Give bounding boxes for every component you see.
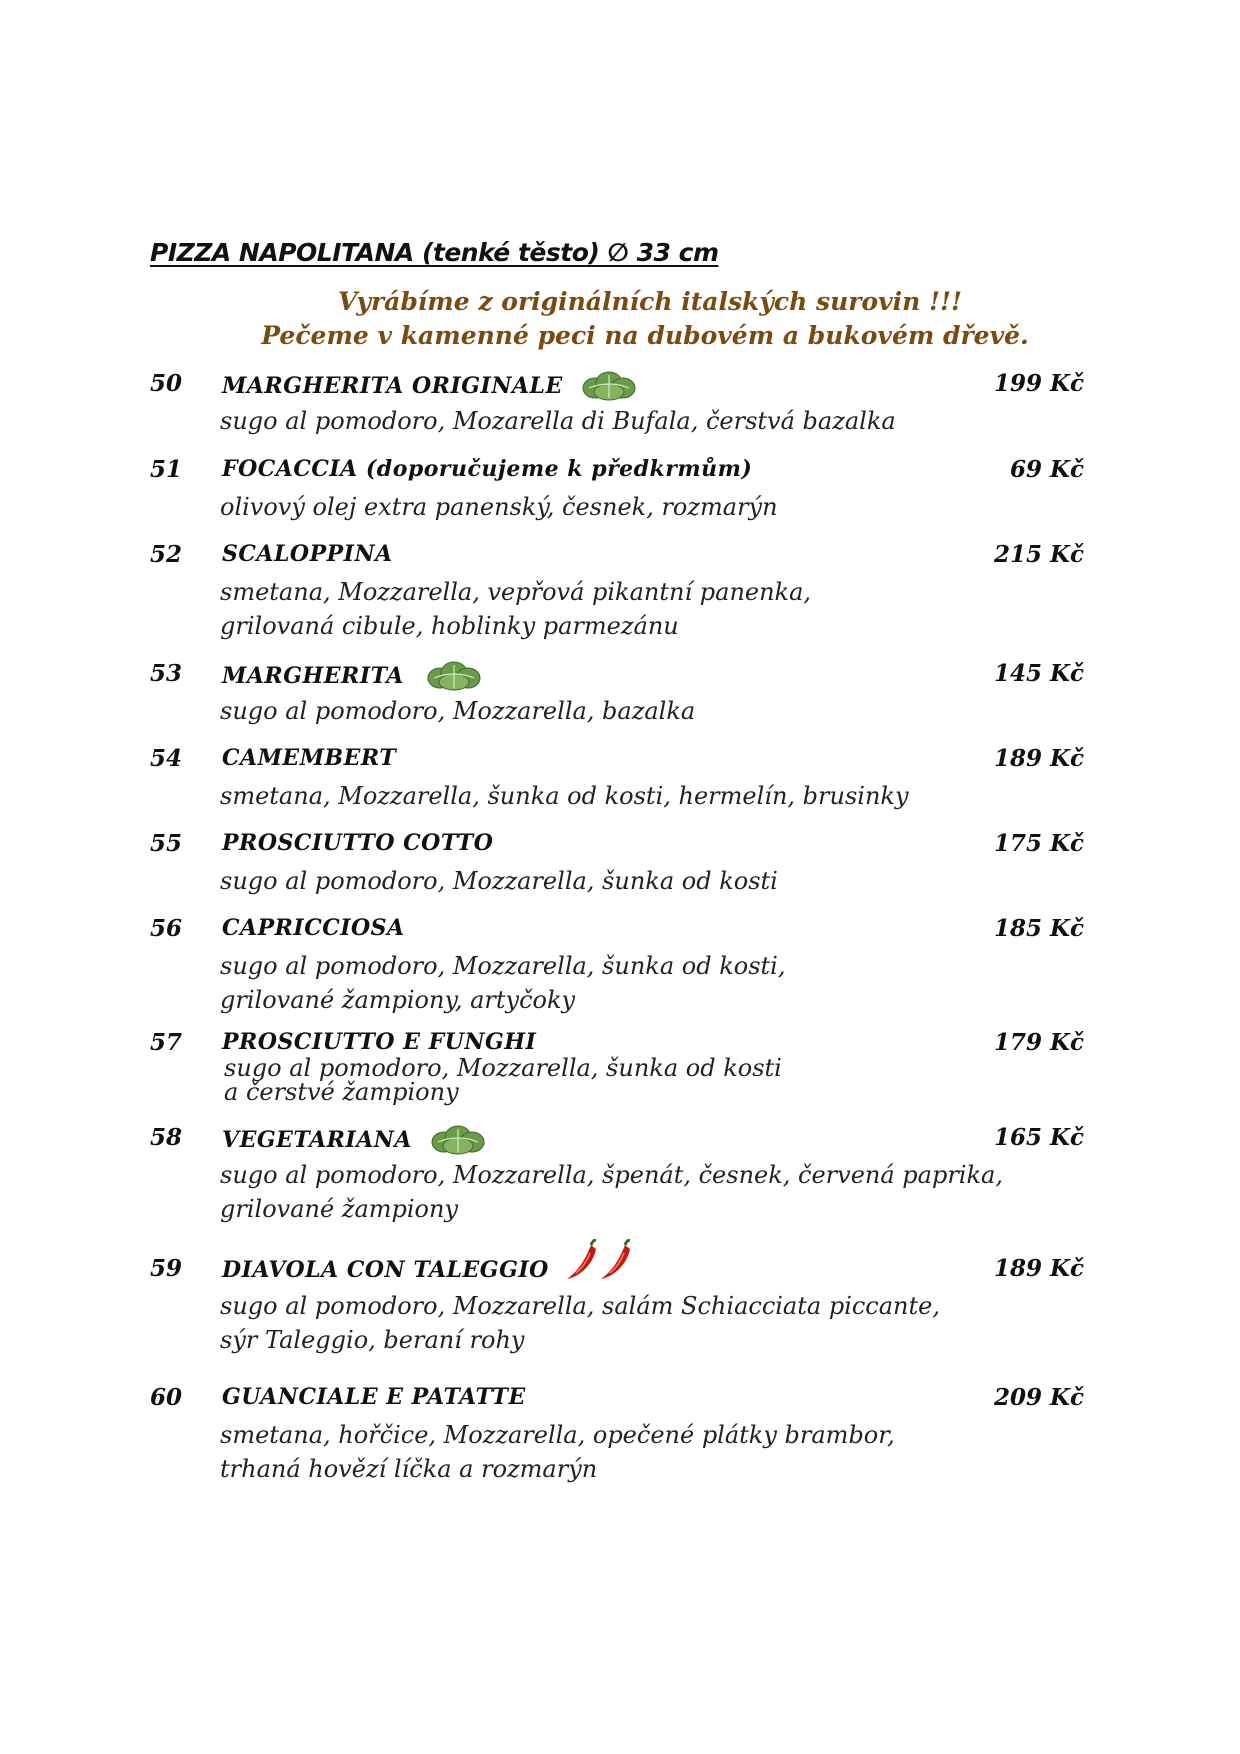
description-line: grilované žampiony, artyčoky (220, 986, 576, 1014)
item-number: 60 (150, 1384, 183, 1411)
item-number: 59 (150, 1255, 183, 1282)
item-number: 53 (150, 660, 183, 687)
item-description (220, 694, 695, 728)
description-line: sugo al pomodoro, Mozzarella, šunka od kosti (220, 867, 778, 895)
item-name-text: MARGHERITA (222, 663, 404, 689)
item-name-text: CAMEMBERT (222, 745, 397, 771)
item-number: 52 (150, 541, 183, 568)
description-line: trhaná hovězí líčka a rozmarýn (220, 1455, 598, 1483)
item-name (222, 1124, 486, 1156)
description-line: grilovaná cibule, hoblinky parmezánu (220, 612, 679, 640)
item-name-text: PROSCIUTTO E FUNGHI (222, 1029, 537, 1055)
item-name (222, 1029, 536, 1055)
item-name (222, 660, 482, 692)
description-line: a čerstvé žampiony (224, 1078, 459, 1106)
item-description (220, 404, 896, 438)
item-number: 55 (150, 830, 183, 857)
item-description (220, 490, 778, 524)
item-price: 175 Kč (993, 830, 1084, 857)
item-number: 54 (150, 745, 183, 772)
item-name-text: SCALOPPINA (222, 541, 393, 567)
item-name-text: VEGETARIANA (222, 1127, 412, 1153)
description-line: sýr Taleggio, beraní rohy (220, 1326, 525, 1354)
item-name (222, 1255, 639, 1285)
basil-icon (430, 1124, 486, 1156)
item-description (220, 779, 909, 813)
item-price: 165 Kč (993, 1124, 1084, 1151)
item-description (220, 864, 778, 898)
item-price: 69 Kč (1009, 456, 1084, 483)
item-name (222, 1384, 526, 1410)
description-line: grilované žampiony (220, 1195, 459, 1223)
description-line: smetana, Mozzarella, vepřová pikantní panenka, (220, 578, 812, 606)
item-number: 58 (150, 1124, 183, 1151)
menu-heading: PIZZA NAPOLITANA (tenké těsto) ∅ 33 cm (150, 238, 719, 267)
item-name-text: MARGHERITA ORIGINALE (222, 373, 563, 399)
item-name-text: DIAVOLA CON TALEGGIO (222, 1257, 549, 1283)
item-name-text: GUANCIALE E PATATTE (222, 1384, 526, 1410)
description-line: sugo al pomodoro, Mozarella di Bufala, čerstvá bazalka (220, 407, 896, 435)
description-line: sugo al pomodoro, Mozzarella, šunka od kosti, (220, 952, 786, 980)
item-price: 185 Kč (993, 915, 1084, 942)
item-name-text: FOCACCIA (doporučujeme k předkrmům) (222, 456, 753, 482)
description-line: sugo al pomodoro, Mozzarella, salám Schiacciata piccante, (220, 1292, 940, 1320)
item-number: 57 (150, 1029, 183, 1056)
item-description (224, 1056, 782, 1104)
item-name (222, 370, 637, 402)
item-price: 199 Kč (993, 370, 1084, 397)
item-price: 179 Kč (993, 1029, 1084, 1056)
item-price: 215 Kč (993, 541, 1084, 568)
item-description (220, 1418, 895, 1486)
description-line: smetana, Mozzarella, šunka od kosti, hermelín, brusinky (220, 782, 909, 810)
item-number: 51 (150, 456, 183, 483)
item-description (220, 575, 811, 643)
tagline-line-2: Pečeme v kamenné peci na dubovém a bukovém dřevě. (261, 321, 1029, 350)
description-line: sugo al pomodoro, Mozzarella, bazalka (220, 697, 696, 725)
item-name (222, 830, 493, 856)
item-price: 209 Kč (993, 1384, 1084, 1411)
item-number: 50 (150, 370, 183, 397)
item-price: 189 Kč (993, 745, 1084, 772)
item-name (222, 541, 393, 567)
tagline-line-1: Vyrábíme z originálních italských surovin !!! (338, 287, 962, 316)
description-line: smetana, hořčice, Mozzarella, opečené plátky brambor, (220, 1421, 895, 1449)
item-name-text: PROSCIUTTO COTTO (222, 830, 494, 856)
chili-peppers-icon (563, 1239, 639, 1285)
item-price: 189 Kč (993, 1255, 1084, 1282)
basil-icon (581, 370, 637, 402)
item-name (222, 456, 752, 482)
item-name (222, 915, 405, 941)
item-name (222, 745, 396, 771)
item-description (220, 949, 785, 1017)
description-line: sugo al pomodoro, Mozzarella, šunka od kosti (224, 1054, 782, 1082)
item-description (220, 1289, 940, 1357)
item-price: 145 Kč (993, 660, 1084, 687)
description-line: sugo al pomodoro, Mozzarella, špenát, česnek, červená paprika, (220, 1161, 1003, 1189)
item-name-text: CAPRICCIOSA (222, 915, 405, 941)
description-line: olivový olej extra panenský, česnek, rozmarýn (220, 493, 778, 521)
item-description (220, 1158, 1003, 1226)
basil-icon (426, 660, 482, 692)
item-number: 56 (150, 915, 183, 942)
